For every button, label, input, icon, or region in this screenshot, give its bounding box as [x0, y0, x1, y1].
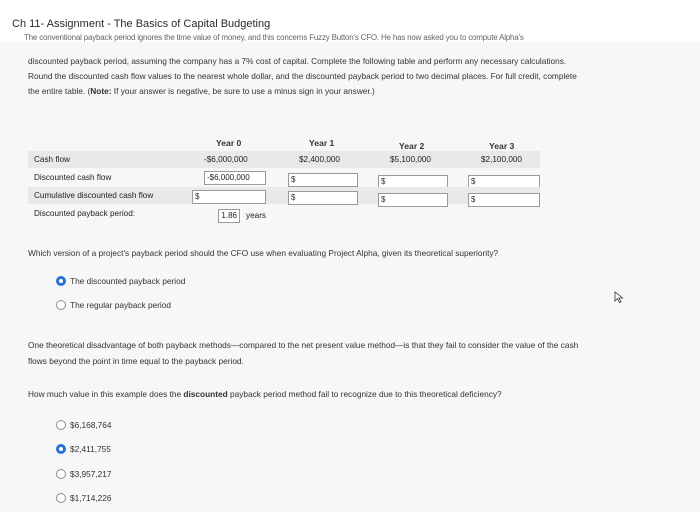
- cumulative-year-0-input[interactable]: [192, 190, 266, 204]
- instructions-text: the entire table. (: [28, 86, 91, 96]
- cut-off-text: The conventional payback period ignores the time value of money, and this concerns Fuzzy Button's CFO. He has now asked you to compute Alpha's: [24, 33, 524, 42]
- cumulative-year-1-input[interactable]: [288, 191, 358, 205]
- dollar-sign: $: [471, 195, 476, 204]
- cumulative-year-2-input[interactable]: [378, 193, 448, 207]
- question-2-text: payback period method fail to recognize due to this theoretical deficiency?: [227, 389, 502, 399]
- note-line-1: One theoretical disadvantage of both payback methods—compared to the net present value method—is that they fail to consider the value of the cash: [28, 340, 579, 350]
- radio-option-3[interactable]: [56, 469, 66, 479]
- cash-flow-year-1: $2,400,000: [299, 155, 340, 164]
- dollar-sign: $: [291, 193, 296, 202]
- question-2: [28, 388, 502, 401]
- instructions-text: If your answer is negative, be sure to use a minus sign in your answer.): [111, 86, 375, 96]
- cash-flow-year-3: $2,100,000: [481, 155, 522, 164]
- radio-option-regular[interactable]: [56, 300, 66, 310]
- label-cash-flow: Cash flow: [34, 155, 70, 164]
- title-bar: [0, 0, 700, 42]
- radio-option-4[interactable]: [56, 493, 66, 503]
- radio-option-1[interactable]: [56, 420, 66, 430]
- discounted-cf-year-0-value: -$6,000,000: [207, 173, 250, 182]
- header-year-0: Year 0: [216, 138, 242, 148]
- instructions-line-3: [28, 84, 678, 99]
- option-1-label[interactable]: $6,168,764: [70, 420, 112, 430]
- question-1: Which version of a project's payback period should the CFO use when evaluating Project Alpha, given its theoretical superiority?: [28, 248, 499, 258]
- option-4-label[interactable]: $1,714,226: [70, 493, 112, 503]
- cash-flow-year-2: $5,100,000: [390, 155, 431, 164]
- option-discounted-label[interactable]: The discounted payback period: [70, 276, 186, 286]
- header-year-1: Year 1: [309, 138, 335, 148]
- dollar-sign: $: [381, 195, 386, 204]
- option-regular-label[interactable]: The regular payback period: [70, 300, 172, 310]
- label-cumulative-dcf: Cumulative discounted cash flow: [34, 191, 154, 200]
- note-label: Note:: [90, 86, 112, 96]
- label-discounted-cash-flow: Discounted cash flow: [34, 173, 112, 182]
- radio-option-2[interactable]: [56, 444, 66, 454]
- cash-flow-year-0: -$6,000,000: [204, 155, 248, 164]
- option-2-label[interactable]: $2,411,755: [70, 444, 111, 454]
- header-year-2: Year 2: [399, 141, 425, 151]
- instructions: [28, 54, 678, 99]
- cumulative-year-3-input[interactable]: [468, 193, 540, 207]
- question-2-bold: discounted: [183, 389, 228, 399]
- instructions-line-1: discounted payback period, assuming the company has a 7% cost of capital. Complete the following table and perform any necessary calculations.: [28, 56, 567, 66]
- option-3-label[interactable]: $3,957,217: [70, 469, 112, 479]
- page-title: Ch 11- Assignment - The Basics of Capital Budgeting: [12, 18, 271, 30]
- question-2-text: How much value in this example does the: [28, 389, 184, 399]
- note-line-2: flows beyond the point in time equal to the payback period.: [28, 356, 244, 366]
- instructions-line-2: Round the discounted cash flow values to the nearest whole dollar, and the discounted payback period to two decimal places. For full credit, complete: [28, 71, 577, 81]
- mouse-cursor-icon: [614, 291, 624, 303]
- label-discounted-payback: Discounted payback period:: [34, 209, 136, 218]
- radio-option-discounted[interactable]: [56, 276, 66, 286]
- discounted-cf-year-0: [204, 171, 266, 185]
- dollar-sign: $: [195, 192, 200, 201]
- payback-unit: years: [246, 211, 267, 220]
- discounted-cf-year-1-input[interactable]: [288, 173, 358, 187]
- theoretical-note: [28, 339, 678, 368]
- payback-period-input[interactable]: 1.86: [218, 209, 240, 223]
- dollar-sign: $: [471, 177, 476, 186]
- header-year-3: Year 3: [489, 141, 515, 151]
- dollar-sign: $: [291, 175, 296, 184]
- dollar-sign: $: [381, 177, 386, 186]
